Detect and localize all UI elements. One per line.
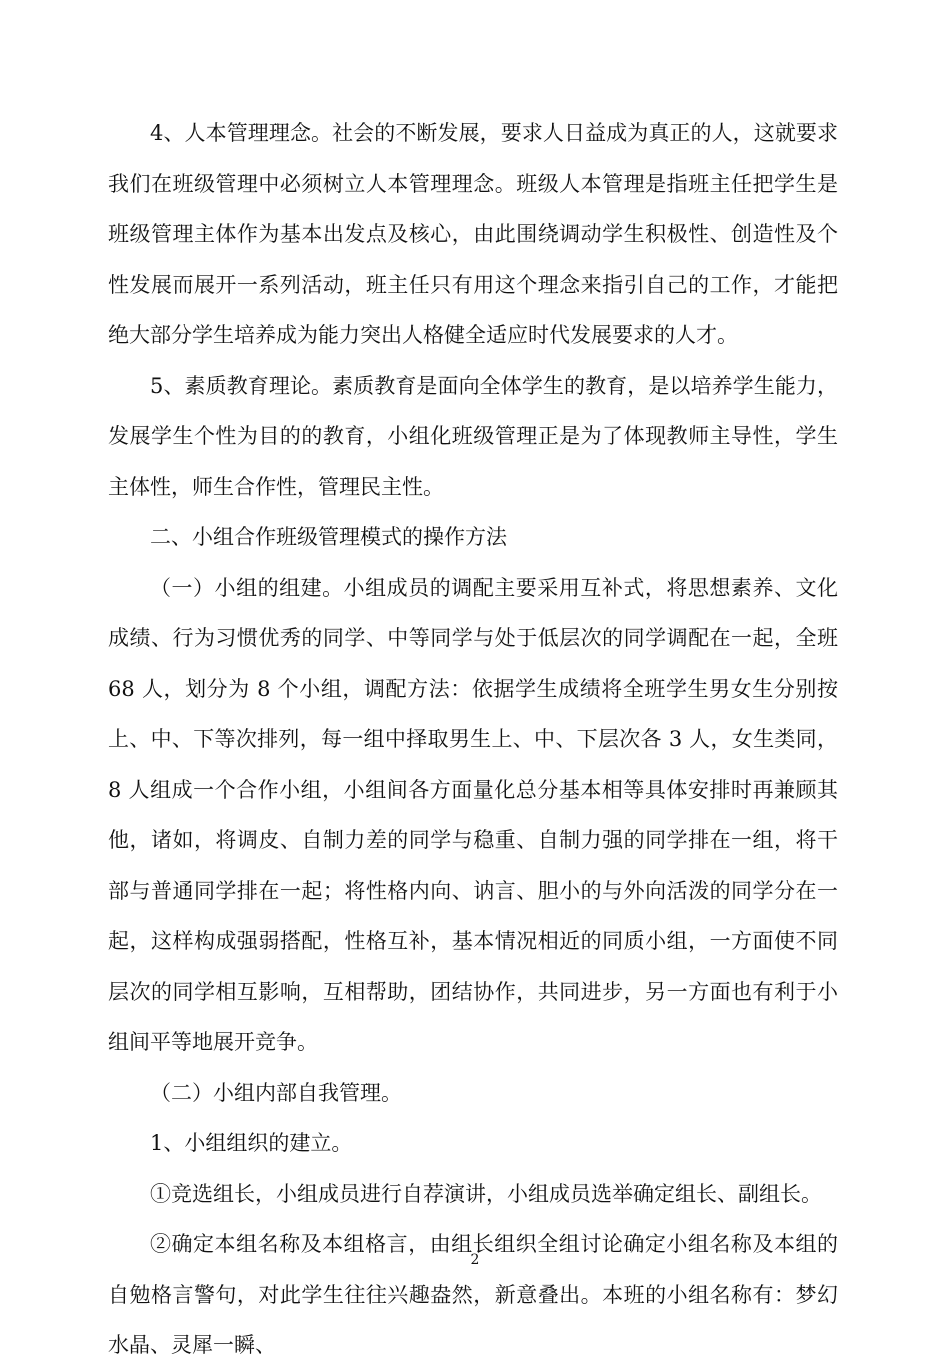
paragraph-humanistic-management: 4、人本管理理念。社会的不断发展，要求人日益成为真正的人，这就要求我们在班级管理中必须树立人本管理理念。班级人本管理是指班主任把学生是班级管理主体作为基本出发点及核心，由此围绕调动学生积极性、创造性及个性发展而展开一系列活动，班主任只有用这个理念来指引自己的工作，才能把绝大部分学生培养成为能力突出人格健全适应时代发展要求的人才。 [108,121,838,347]
paragraph-group-formation: （一）小组的组建。小组成员的调配主要采用互补式，将思想素养、文化成绩、行为习惯优秀的同学、中等同学与处于低层次的同学调配在一起，全班 68 人，划分为 8 个小组，调配方法：依据学生成绩将全班学生男女生分别按上、中、下等次排列，每一组中择取男生上、中、下层次各 3 人，女生类同，8 人组成一个合作小组，小组间各方面量化总分基本相等具体安排时再兼顾其他，诸如，将调皮、自制力差的同学与稳重、自制力强的同学排在一组，将干部与普通同学排在一起；将性格内向、讷言、胆小的与外向活泼的同学分在一起，这样构成强弱搭配，性格互补，基本情况相近的同质小组，一方面使不同层次的同学相互影响，互相帮助，团结协作，共同进步，另一方面也有利于小组间平等地展开竞争。 [108,575,838,1054]
subheading-group-organization: 1、小组组织的建立。 [150,1131,353,1155]
subheading-self-management: （二）小组内部自我管理。 [150,1080,402,1105]
section-heading-operation-method: 二、小组合作班级管理模式的操作方法 [150,525,507,549]
paragraph-quality-education: 5、素质教育理论。素质教育是面向全体学生的教育，是以培养学生能力，发展学生个性为目的的教育，小组化班级管理正是为了体现教师主导性，学生主体性，师生合作性，管理民主性。 [108,373,838,499]
list-item-group-name-motto: ②确定本组名称及本组格言，由组长组织全组讨论确定小组名称及本组的自勉格言警句，对此学生往往兴趣盎然，新意叠出。本班的小组名称有：梦幻水晶、灵犀一瞬、 [108,1232,838,1357]
list-item-elect-leader: ①竞选组长，小组成员进行自荐演讲，小组成员选举确定组长、副组长。 [150,1181,822,1206]
document-body [108,108,838,1371]
page-number: 2 [470,1252,480,1268]
